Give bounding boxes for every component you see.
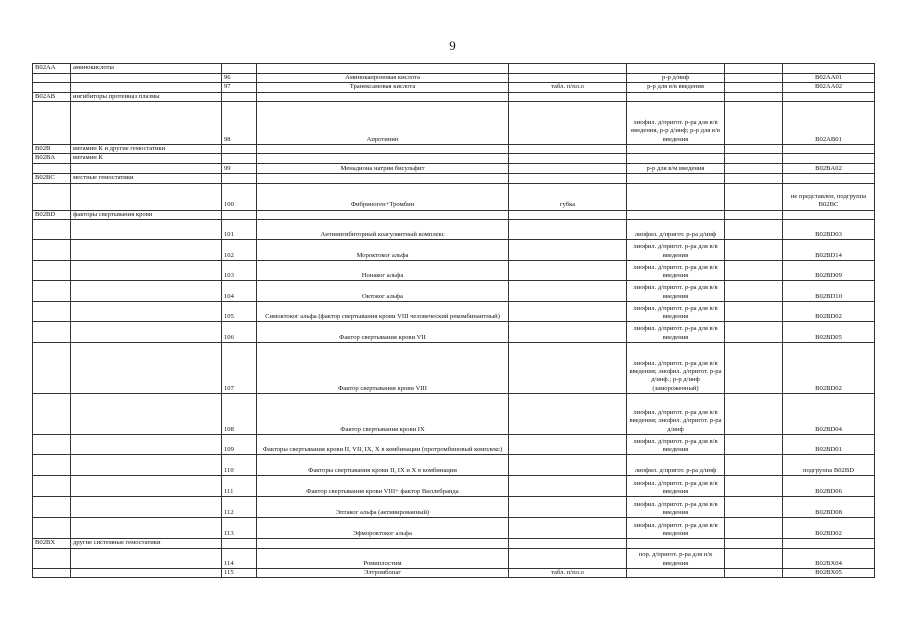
reference-code-cell: [783, 174, 875, 183]
empty-cell: [725, 92, 783, 101]
row-number-cell: 109: [222, 434, 257, 455]
medication-name-cell: Антиингибиторный коагулянтный комплекс: [257, 220, 509, 240]
form-cell: р-р для в/в введения: [627, 83, 725, 92]
empty-cell: [725, 260, 783, 281]
empty-cell: [725, 301, 783, 322]
medication-name-cell: Фактор свертывания крови VIII: [257, 342, 509, 393]
group-row: [33, 210, 875, 220]
empty-cell: [725, 183, 783, 210]
medication-name-cell: Фактор свертывания крови VII: [257, 322, 509, 343]
table-row: [33, 281, 875, 302]
medication-name-cell: [257, 174, 509, 183]
dosage-form-cell: [509, 455, 627, 476]
group-row: [33, 92, 875, 101]
empty-cell: [725, 210, 783, 220]
medication-name-cell: [257, 144, 509, 153]
empty-cell: [725, 240, 783, 261]
form-cell: р-р для в/м введения: [627, 163, 725, 174]
dosage-form-cell: [509, 240, 627, 261]
dosage-form-cell: [509, 518, 627, 539]
form-cell: [627, 183, 725, 210]
form-cell: пор. д/пригот. р-ра для п/к введения: [627, 548, 725, 568]
dosage-form-cell: [509, 301, 627, 322]
form-cell: лиофил. д/пригот. р-ра для в/в введения: [627, 476, 725, 497]
reference-code-cell: B02BD05: [783, 322, 875, 343]
dosage-form-cell: [509, 64, 627, 74]
reference-code-cell: B02BD08: [783, 497, 875, 518]
atc-code-cell: B02BA: [33, 154, 71, 163]
medication-name-cell: Транексамовая кислота: [257, 83, 509, 92]
group-name-cell: [71, 518, 222, 539]
row-number-cell: 106: [222, 322, 257, 343]
table-row: [33, 101, 875, 144]
empty-cell: [725, 174, 783, 183]
reference-code-cell: B02BD04: [783, 393, 875, 434]
medication-name-cell: Нонаког альфа: [257, 260, 509, 281]
row-number-cell: [222, 154, 257, 163]
atc-code-cell: B02BC: [33, 174, 71, 183]
group-name-cell: [71, 220, 222, 240]
empty-cell: [725, 393, 783, 434]
atc-code-cell: [33, 301, 71, 322]
group-name-cell: [71, 183, 222, 210]
medications-table: [32, 63, 875, 578]
row-number-cell: [222, 92, 257, 101]
table-row: [33, 434, 875, 455]
reference-code-cell: B02BD02: [783, 342, 875, 393]
dosage-form-cell: [509, 154, 627, 163]
row-number-cell: 101: [222, 220, 257, 240]
form-cell: [627, 64, 725, 74]
atc-code-cell: B02B: [33, 144, 71, 153]
row-number-cell: 108: [222, 393, 257, 434]
row-number-cell: [222, 210, 257, 220]
reference-code-cell: [783, 154, 875, 163]
atc-code-cell: [33, 434, 71, 455]
row-number-cell: [222, 174, 257, 183]
table-row: [33, 568, 875, 578]
medication-name-cell: Аминокапроновая кислота: [257, 73, 509, 82]
reference-code-cell: B02AA01: [783, 73, 875, 82]
form-cell: [627, 174, 725, 183]
empty-cell: [725, 568, 783, 578]
group-name-cell: [71, 73, 222, 82]
form-cell: лиофил. д/пригот. р-ра для в/в введения; лиофил. д/пригот. р-ра д/инф: [627, 393, 725, 434]
atc-code-cell: [33, 73, 71, 82]
medication-name-cell: Ромиплостим: [257, 548, 509, 568]
table-row: [33, 342, 875, 393]
empty-cell: [725, 83, 783, 92]
group-name-cell: местные гемостатики: [71, 174, 222, 183]
group-row: [33, 64, 875, 74]
row-number-cell: 96: [222, 73, 257, 82]
medication-name-cell: Октоког альфа: [257, 281, 509, 302]
group-row: [33, 539, 875, 548]
row-number-cell: 104: [222, 281, 257, 302]
group-name-cell: [71, 455, 222, 476]
group-name-cell: [71, 101, 222, 144]
group-name-cell: аминокислоты: [71, 64, 222, 74]
form-cell: [627, 210, 725, 220]
form-cell: лиофил. д/пригот. р-ра для в/в введения: [627, 434, 725, 455]
empty-cell: [725, 455, 783, 476]
row-number-cell: 97: [222, 83, 257, 92]
form-cell: лиофил. д/пригот. р-ра для в/в введения: [627, 322, 725, 343]
reference-code-cell: B02BD06: [783, 476, 875, 497]
page-number: 9: [449, 38, 456, 53]
atc-code-cell: [33, 322, 71, 343]
dosage-form-cell: [509, 101, 627, 144]
row-number-cell: [222, 144, 257, 153]
row-number-cell: 99: [222, 163, 257, 174]
form-cell: [627, 539, 725, 548]
group-name-cell: [71, 548, 222, 568]
table-row: [33, 518, 875, 539]
medication-name-cell: Фактор свертывания крови IX: [257, 393, 509, 434]
dosage-form-cell: [509, 220, 627, 240]
table-row: [33, 220, 875, 240]
table-row: [33, 73, 875, 82]
atc-code-cell: [33, 518, 71, 539]
row-number-cell: 103: [222, 260, 257, 281]
reference-code-cell: B02BX04: [783, 548, 875, 568]
group-name-cell: [71, 393, 222, 434]
dosage-form-cell: [509, 434, 627, 455]
atc-code-cell: [33, 220, 71, 240]
medication-name-cell: Эптаког альфа (активированный): [257, 497, 509, 518]
empty-cell: [725, 101, 783, 144]
form-cell: лиофил. д/пригот. р-ра для в/в введения: [627, 518, 725, 539]
empty-cell: [725, 220, 783, 240]
atc-code-cell: [33, 163, 71, 174]
table-row: [33, 240, 875, 261]
atc-code-cell: [33, 281, 71, 302]
atc-code-cell: B02AB: [33, 92, 71, 101]
empty-cell: [725, 73, 783, 82]
reference-code-cell: [783, 210, 875, 220]
empty-cell: [725, 476, 783, 497]
reference-code-cell: B02AA02: [783, 83, 875, 92]
table-row: [33, 260, 875, 281]
group-row: [33, 144, 875, 153]
reference-code-cell: [783, 144, 875, 153]
reference-code-cell: [783, 539, 875, 548]
dosage-form-cell: [509, 144, 627, 153]
reference-code-cell: B02AB01: [783, 101, 875, 144]
form-cell: [627, 92, 725, 101]
row-number-cell: 110: [222, 455, 257, 476]
reference-code-cell: B02BX05: [783, 568, 875, 578]
row-number-cell: 115: [222, 568, 257, 578]
group-name-cell: [71, 497, 222, 518]
group-name-cell: [71, 322, 222, 343]
empty-cell: [725, 434, 783, 455]
atc-code-cell: [33, 101, 71, 144]
atc-code-cell: [33, 455, 71, 476]
group-row: [33, 174, 875, 183]
empty-cell: [725, 497, 783, 518]
medication-name-cell: [257, 210, 509, 220]
dosage-form-cell: губка: [509, 183, 627, 210]
reference-code-cell: B02BD03: [783, 220, 875, 240]
group-name-cell: витамин К: [71, 154, 222, 163]
dosage-form-cell: [509, 497, 627, 518]
reference-code-cell: B02BD02: [783, 301, 875, 322]
dosage-form-cell: [509, 539, 627, 548]
form-cell: лиофил. д/пригот. р-ра для в/в введения: [627, 260, 725, 281]
row-number-cell: 105: [222, 301, 257, 322]
table-row: [33, 497, 875, 518]
row-number-cell: 112: [222, 497, 257, 518]
row-number-cell: 113: [222, 518, 257, 539]
form-cell: [627, 144, 725, 153]
dosage-form-cell: [509, 73, 627, 82]
row-number-cell: 102: [222, 240, 257, 261]
empty-cell: [725, 144, 783, 153]
dosage-form-cell: [509, 210, 627, 220]
group-name-cell: [71, 260, 222, 281]
dosage-form-cell: [509, 92, 627, 101]
form-cell: [627, 154, 725, 163]
medication-name-cell: Фактор свертывания крови VIII+ фактор Виллебранда: [257, 476, 509, 497]
table-row: [33, 183, 875, 210]
row-number-cell: 100: [222, 183, 257, 210]
reference-code-cell: не представлен, подгруппа B02BC: [783, 183, 875, 210]
group-name-cell: факторы свертывания крови: [71, 210, 222, 220]
dosage-form-cell: [509, 476, 627, 497]
medication-name-cell: Факторы свертывания крови II, IX и X в комбинации: [257, 455, 509, 476]
dosage-form-cell: [509, 260, 627, 281]
form-cell: лиофил. д/пригот. р-ра для в/в введения: [627, 240, 725, 261]
medication-name-cell: Эфмороктоког альфа: [257, 518, 509, 539]
group-name-cell: [71, 163, 222, 174]
atc-code-cell: [33, 497, 71, 518]
dosage-form-cell: [509, 393, 627, 434]
empty-cell: [725, 322, 783, 343]
row-number-cell: [222, 539, 257, 548]
dosage-form-cell: табл. п/пл.о: [509, 83, 627, 92]
medication-name-cell: Мороктоког альфа: [257, 240, 509, 261]
atc-code-cell: [33, 83, 71, 92]
form-cell: р-р д/инф: [627, 73, 725, 82]
medication-name-cell: Элтромбопаг: [257, 568, 509, 578]
group-name-cell: ингибиторы протеиназ плазмы: [71, 92, 222, 101]
table-row: [33, 548, 875, 568]
row-number-cell: 98: [222, 101, 257, 144]
dosage-form-cell: [509, 281, 627, 302]
group-name-cell: другие системные гемостатики: [71, 539, 222, 548]
group-name-cell: витамин К и другие гемостатики: [71, 144, 222, 153]
table-row: [33, 163, 875, 174]
atc-code-cell: [33, 342, 71, 393]
group-name-cell: [71, 301, 222, 322]
form-cell: лиофил. д/пригот. р-ра для в/в введения; лиофил. д/пригот. р-ра д/инф.; р-р д/инф (замороженный): [627, 342, 725, 393]
table-row: [33, 322, 875, 343]
empty-cell: [725, 548, 783, 568]
atc-code-cell: [33, 240, 71, 261]
dosage-form-cell: [509, 342, 627, 393]
form-cell: лиофил. д/пригот. р-ра для в/в введения: [627, 301, 725, 322]
atc-code-cell: [33, 260, 71, 281]
table-row: [33, 476, 875, 497]
group-name-cell: [71, 240, 222, 261]
form-cell: лиофил. д/пригот. р-ра для в/в введения: [627, 281, 725, 302]
atc-code-cell: B02BD: [33, 210, 71, 220]
group-name-cell: [71, 281, 222, 302]
group-name-cell: [71, 342, 222, 393]
table-row: [33, 301, 875, 322]
dosage-form-cell: [509, 163, 627, 174]
empty-cell: [725, 154, 783, 163]
medication-name-cell: [257, 539, 509, 548]
empty-cell: [725, 518, 783, 539]
dosage-form-cell: табл. п/пл.о: [509, 568, 627, 578]
form-cell: лиофил. д/пригот. р-ра для в/в введения, р-р д/инф; р-р для в/в введения: [627, 101, 725, 144]
form-cell: лиофил. д/пригот. р-ра д/инф: [627, 220, 725, 240]
empty-cell: [725, 163, 783, 174]
reference-code-cell: B02BD01: [783, 434, 875, 455]
reference-code-cell: B02BD14: [783, 240, 875, 261]
form-cell: лиофил. д/пригот. р-ра для в/в введения: [627, 497, 725, 518]
medication-name-cell: Менадиона натрия бисульфит: [257, 163, 509, 174]
reference-code-cell: B02BD10: [783, 281, 875, 302]
table-row: [33, 83, 875, 92]
group-row: [33, 154, 875, 163]
row-number-cell: 107: [222, 342, 257, 393]
empty-cell: [725, 64, 783, 74]
dosage-form-cell: [509, 174, 627, 183]
medication-name-cell: Апротинин: [257, 101, 509, 144]
reference-code-cell: B02BD02: [783, 518, 875, 539]
group-name-cell: [71, 476, 222, 497]
medication-name-cell: Симоктоког альфа (фактор свертывания крови VIII человеческий рекомбинантный): [257, 301, 509, 322]
atc-code-cell: [33, 183, 71, 210]
row-number-cell: 111: [222, 476, 257, 497]
empty-cell: [725, 342, 783, 393]
form-cell: лиофил. д/пригот. р-ра д/инф: [627, 455, 725, 476]
reference-code-cell: подгруппа B02BD: [783, 455, 875, 476]
reference-code-cell: [783, 64, 875, 74]
dosage-form-cell: [509, 322, 627, 343]
atc-code-cell: [33, 548, 71, 568]
reference-code-cell: B02BA02: [783, 163, 875, 174]
medication-name-cell: [257, 154, 509, 163]
group-name-cell: [71, 434, 222, 455]
medication-name-cell: Факторы свертывания крови II, VII, IX, X в комбинации (протромбиновый комплекс): [257, 434, 509, 455]
row-number-cell: 114: [222, 548, 257, 568]
medication-name-cell: Фибриноген+Тромбин: [257, 183, 509, 210]
group-name-cell: [71, 568, 222, 578]
dosage-form-cell: [509, 548, 627, 568]
atc-code-cell: [33, 568, 71, 578]
atc-code-cell: B02AA: [33, 64, 71, 74]
reference-code-cell: [783, 92, 875, 101]
atc-code-cell: [33, 476, 71, 497]
empty-cell: [725, 539, 783, 548]
table-row: [33, 393, 875, 434]
medication-name-cell: [257, 92, 509, 101]
table-row: [33, 455, 875, 476]
row-number-cell: [222, 64, 257, 74]
empty-cell: [725, 281, 783, 302]
atc-code-cell: [33, 393, 71, 434]
atc-code-cell: B02BX: [33, 539, 71, 548]
form-cell: [627, 568, 725, 578]
reference-code-cell: B02BD09: [783, 260, 875, 281]
medication-name-cell: [257, 64, 509, 74]
group-name-cell: [71, 83, 222, 92]
